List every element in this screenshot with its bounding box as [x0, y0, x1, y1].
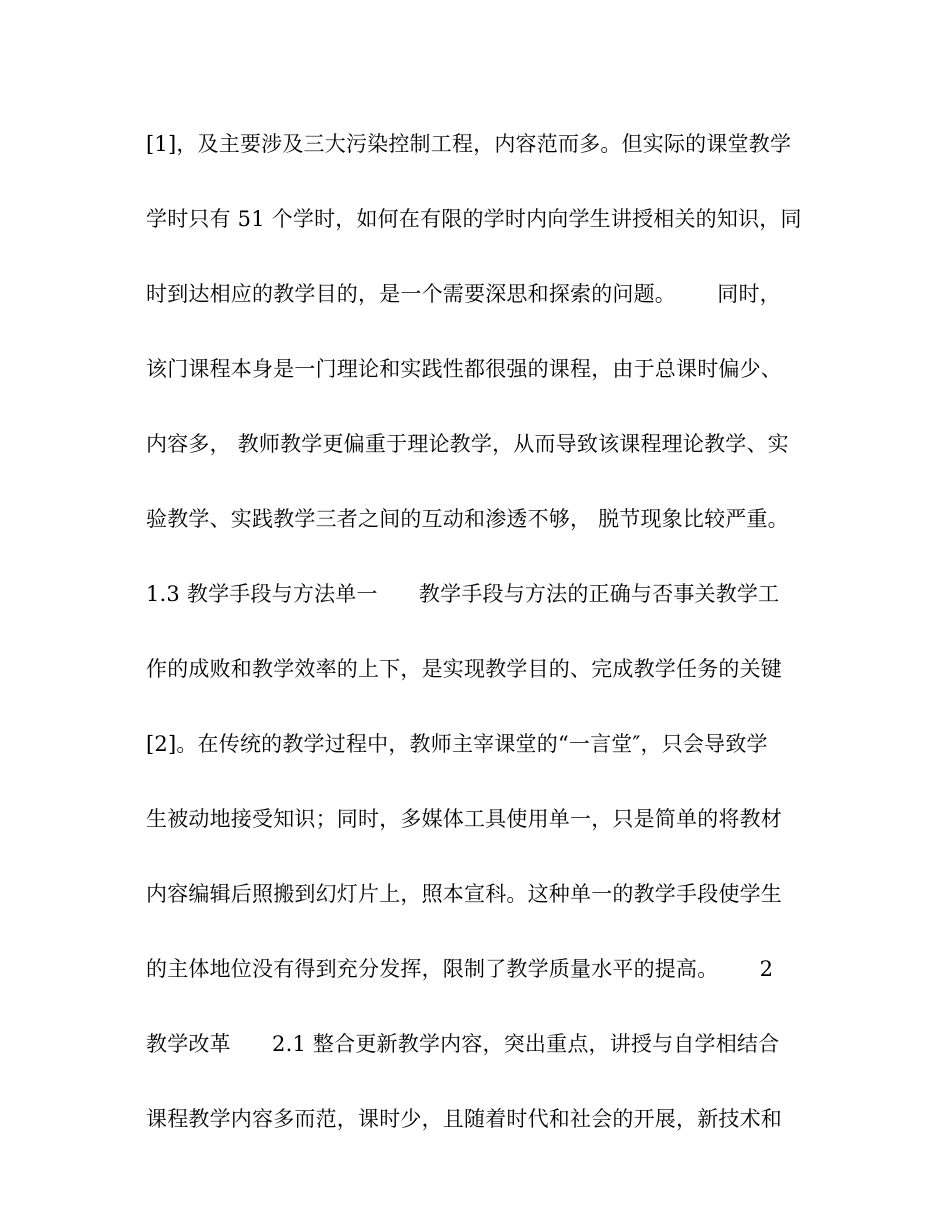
text-line: 该门课程本身是一门理论和实践性都很强的课程，由于总课时偏少、 [146, 357, 782, 381]
text-line: 课程教学内容多而范，课时少，且随着时代和社会的开展，新技术和 [146, 1107, 782, 1131]
text-line: 内容编辑后照搬到幻灯片上，照本宣科。这种单一的教学手段使学生 [146, 882, 782, 906]
section-heading-line: 1.3 教学手段与方法单一 教学手段与方法的正确与否事关教学工 [146, 582, 780, 606]
section-heading-line: 教学改革 2.1 整合更新教学内容，突出重点，讲授与自学相结合 [146, 1032, 780, 1056]
text-line: [1]，及主要涉及三大污染控制工程，内容范而多。但实际的课堂教学 [146, 132, 792, 156]
text-line: 生被动地接受知识；同时，多媒体工具使用单一，只是简单的将教材 [146, 807, 782, 831]
text-line: 作的成败和教学效率的上下，是实现教学目的、完成教学任务的关键 [146, 657, 782, 681]
body-text [146, 120, 806, 1170]
text-line: 学时只有 51 个学时，如何在有限的学时内向学生讲授相关的知识，同 [146, 207, 802, 231]
text-line: [2]。在传统的教学过程中，教师主宰课堂的“一言堂″，只会导致学 [146, 732, 768, 756]
text-line: 时到达相应的教学目的，是一个需要深思和探索的问题。 同时， [146, 282, 781, 306]
text-line: 内容多， 教师教学更偏重于理论教学，从而导致该课程理论教学、实 [146, 432, 789, 456]
text-line: 的主体地位没有得到充分发挥，限制了教学质量水平的提高。 2 [146, 957, 774, 981]
text-line: 验教学、实践教学三者之间的互动和渗透不够， 脱节现象比较严重。 [146, 507, 789, 531]
